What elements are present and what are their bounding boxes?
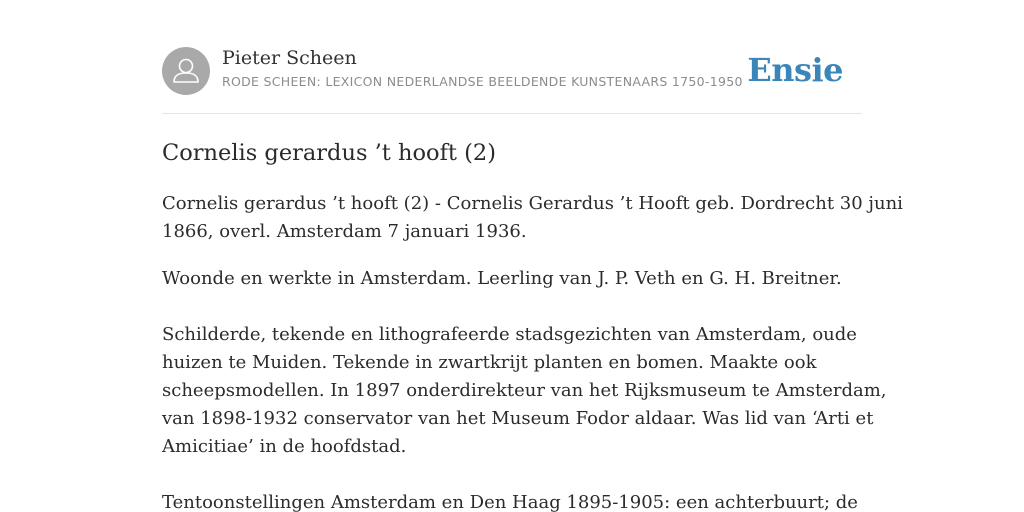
ensie-logo[interactable]: Ensie <box>747 51 843 89</box>
text-line: Woonde en werkte in Amsterdam. Leerling van J. P. Veth en G. H. Breitner. <box>162 268 842 289</box>
header-divider <box>162 113 862 114</box>
text-line: Schilderde, tekende en lithografeerde stadsgezichten van Amsterdam, oude <box>162 324 857 345</box>
article-title: Cornelis gerardus ’t hooft (2) <box>162 140 496 166</box>
text-line: Tentoonstellingen Amsterdam en Den Haag 1895-1905: een achterbuurt; de <box>162 492 858 512</box>
page-container <box>162 0 903 512</box>
source-publication[interactable]: RODE SCHEEN: LEXICON NEDERLANDSE BEELDENDE KUNSTENAARS 1750-1950 <box>222 74 743 89</box>
article-paragraph-2 <box>162 265 862 293</box>
article-paragraph-3 <box>162 321 887 461</box>
text-line: scheepsmodellen. In 1897 onderdirekteur van het Rijksmuseum te Amsterdam, <box>162 380 887 401</box>
article-paragraph-4 <box>162 489 862 512</box>
text-line: van 1898-1932 conservator van het Museum Fodor aldaar. Was lid van ‘Arti et <box>162 408 874 429</box>
text-line: Amicitiae’ in de hoofdstad. <box>162 436 407 457</box>
text-line: 1866, overl. Amsterdam 7 januari 1936. <box>162 221 527 242</box>
text-line: Cornelis gerardus ’t hooft (2) - Cornelis Gerardus ’t Hooft geb. Dordrecht 30 juni <box>162 193 903 214</box>
author-name[interactable]: Pieter Scheen <box>222 47 357 69</box>
author-header <box>162 46 862 96</box>
article-paragraph-1 <box>162 190 903 246</box>
text-line: huizen te Muiden. Tekende in zwartkrijt planten en bomen. Maakte ook <box>162 352 817 373</box>
user-silhouette-icon <box>162 47 210 95</box>
author-avatar[interactable] <box>162 47 210 95</box>
